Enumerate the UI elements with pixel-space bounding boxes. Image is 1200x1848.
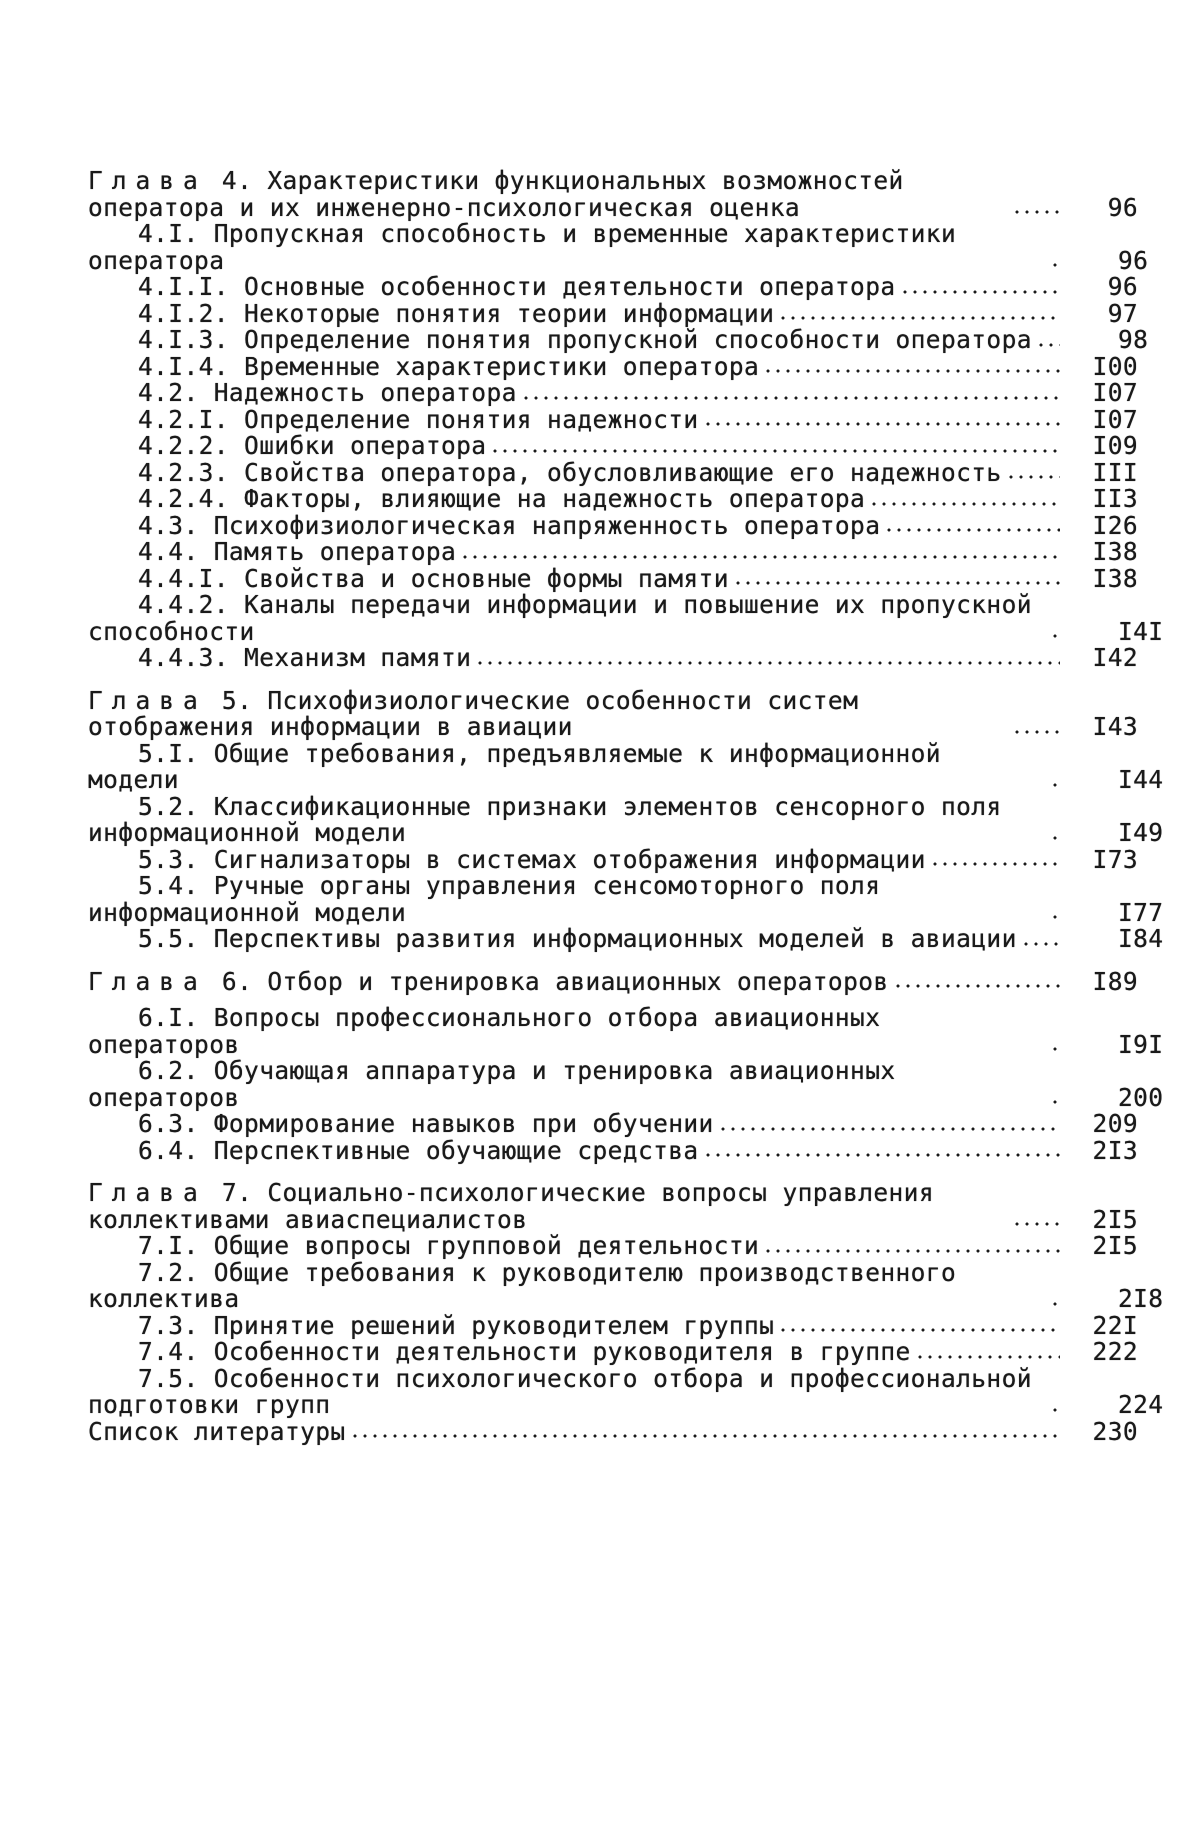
toc-entry[interactable] xyxy=(88,1257,1164,1313)
toc-entry[interactable] xyxy=(88,563,1138,593)
dot-leader xyxy=(521,395,1060,401)
dot-leader xyxy=(1012,1221,1060,1227)
page-number: I49 xyxy=(1118,818,1164,847)
chapter-label: Глава xyxy=(88,1178,207,1207)
dot-leader xyxy=(1050,782,1060,788)
entry-title: 4.2.4. Факторы, влияющие на надежность оператора xyxy=(138,484,866,513)
page-number: 2I5 xyxy=(1092,1231,1138,1260)
chapter-5-section xyxy=(88,685,1164,953)
dot-leader xyxy=(763,368,1060,374)
toc-entry[interactable] xyxy=(88,791,1164,847)
dot-leader xyxy=(778,315,1060,321)
toc-entry[interactable] xyxy=(88,1056,1164,1112)
toc-entry[interactable] xyxy=(88,1310,1138,1340)
entry-title: 5.2. Классификационные признаки элементов сенсорного поля информационной модели xyxy=(88,791,1002,847)
dot-leader xyxy=(869,501,1060,507)
dot-leader xyxy=(884,527,1060,533)
page-number: 98 xyxy=(1118,325,1149,354)
chapter-heading[interactable] xyxy=(88,685,1138,741)
chapter-4-section xyxy=(88,166,1164,672)
page-number: II3 xyxy=(1092,484,1138,513)
entry-title: 4.I.3. Определение понятия пропускной способности оператора xyxy=(138,325,1032,354)
chapter-heading[interactable] xyxy=(88,966,1138,996)
dot-leader xyxy=(475,660,1060,666)
chapter-label: Глава xyxy=(88,166,207,195)
page-number: I4I xyxy=(1118,616,1164,646)
chapter-title: 6. Отбор и тренировка авиационных операторов xyxy=(221,966,889,996)
dot-leader xyxy=(778,1327,1060,1333)
page-number: 209 xyxy=(1092,1109,1138,1138)
dot-leader xyxy=(1050,1046,1060,1052)
page-number: 96 xyxy=(1107,272,1138,301)
page-number: I26 xyxy=(1092,510,1138,540)
dot-leader xyxy=(1050,633,1060,639)
toc-entry[interactable] xyxy=(88,486,1138,513)
chapter-7-section xyxy=(88,1178,1164,1446)
toc-entry[interactable] xyxy=(88,924,1164,953)
entry-title: 4.3. Психофизиологическая напряженность оператора xyxy=(138,510,881,540)
page-number: 96 xyxy=(1118,245,1149,275)
entry-title: 4.4.I. Свойства и основные формы памяти xyxy=(138,563,729,593)
toc-entry[interactable] xyxy=(88,325,1149,354)
entry-title: 4.4.2. Каналы передачи информации и повышение их пропускной способности xyxy=(88,590,1032,646)
page-number: 97 xyxy=(1107,298,1138,328)
entry-title: 4.2.2. Ошибки оператора xyxy=(138,431,487,460)
page-number: I42 xyxy=(1092,643,1138,672)
bibliography-entry[interactable] xyxy=(88,1416,1138,1446)
chapter-title: 7. Социально-психологические вопросы управления коллективами авиаспециалистов xyxy=(88,1178,934,1234)
dot-leader xyxy=(1050,914,1060,920)
dot-leader xyxy=(1012,729,1060,735)
entry-title: 7.4. Особенности деятельности руководителя в группе xyxy=(138,1337,911,1366)
dot-leader xyxy=(350,1433,1060,1439)
toc-entry[interactable] xyxy=(88,844,1138,874)
toc-entry[interactable] xyxy=(88,219,1149,275)
page-number: 2I5 xyxy=(1092,1204,1138,1234)
dot-leader xyxy=(1050,835,1060,841)
page-number: I43 xyxy=(1092,712,1138,741)
dot-leader xyxy=(1006,474,1060,480)
page-number: 2I3 xyxy=(1092,1135,1138,1165)
toc-entry[interactable] xyxy=(88,380,1138,407)
page-number: I07 xyxy=(1092,378,1138,407)
entry-title: 4.2. Надежность оператора xyxy=(138,378,517,407)
toc-entry[interactable] xyxy=(88,645,1138,672)
toc-entry[interactable] xyxy=(88,1003,1164,1059)
dot-leader xyxy=(1021,941,1060,947)
toc-entry[interactable] xyxy=(88,871,1164,927)
entry-title: 5.5. Перспективы развития информационных моделей в авиации xyxy=(138,924,1017,953)
entry-title: 7.2. Общие требования к руководителю производственного коллектива xyxy=(88,1257,957,1313)
dot-leader xyxy=(718,1126,1060,1132)
chapter-heading[interactable] xyxy=(88,1180,1138,1233)
toc-entry[interactable] xyxy=(88,1111,1138,1138)
entry-title: 5.I. Общие требования, предъявляемые к информационной модели xyxy=(88,738,941,794)
page-number: I07 xyxy=(1092,404,1138,434)
page-number: III xyxy=(1092,457,1138,487)
chapter-label: Глава xyxy=(88,966,207,996)
chapter-title: 4. Характеристики функциональных возможностей оператора и их инженерно-психологическая оценка xyxy=(88,166,904,222)
page-number: 22I xyxy=(1092,1310,1138,1340)
page-number: I09 xyxy=(1092,431,1138,460)
entry-title: 4.4.3. Механизм памяти xyxy=(138,643,472,672)
page-number: I00 xyxy=(1092,351,1138,381)
entry-title: 6.4. Перспективные обучающие средства xyxy=(138,1135,699,1165)
dot-leader xyxy=(915,1354,1060,1360)
entry-title: 6.2. Обучающая аппаратура и тренировка авиационных операторов xyxy=(88,1056,896,1112)
table-of-contents xyxy=(88,166,1164,1446)
page-number: I44 xyxy=(1118,765,1164,794)
entry-title: 4.2.I. Определение понятия надежности xyxy=(138,404,699,434)
entry-title: 4.I.2. Некоторые понятия теории информации xyxy=(138,298,775,328)
page-number: I38 xyxy=(1092,537,1138,566)
dot-leader xyxy=(930,861,1060,867)
entry-title: 5.3. Сигнализаторы в системах отображения информации xyxy=(138,844,926,874)
entry-title: 4.2.3. Свойства оператора, обусловливающие его надежность xyxy=(138,457,1002,487)
toc-entry[interactable] xyxy=(88,1339,1138,1366)
entry-title: 4.I. Пропускная способность и временные характеристики оператора xyxy=(88,219,957,275)
dot-leader xyxy=(1050,1099,1060,1105)
dot-leader xyxy=(703,421,1060,427)
toc-entry[interactable] xyxy=(88,274,1138,301)
entry-title: 4.4. Память оператора xyxy=(138,537,457,566)
toc-entry[interactable] xyxy=(88,590,1164,646)
dot-leader xyxy=(1036,342,1060,348)
chapter-heading[interactable] xyxy=(88,168,1138,221)
page-number: I84 xyxy=(1118,924,1164,953)
dot-leader xyxy=(490,448,1060,454)
chapter-title: 5. Психофизиологические особенности систем отображения информации в авиации xyxy=(88,685,859,741)
entry-title: 6.I. Вопросы профессионального отбора авиационных операторов xyxy=(88,1003,881,1059)
page-number: I77 xyxy=(1118,897,1164,927)
page-number: 224 xyxy=(1118,1390,1164,1419)
entry-title: 5.4. Ручные органы управления сенсомоторного поля информационной модели xyxy=(88,871,881,927)
dot-leader xyxy=(733,580,1060,586)
page-number: 2I8 xyxy=(1118,1284,1164,1313)
toc-entry[interactable] xyxy=(88,351,1138,381)
dot-leader xyxy=(900,289,1060,295)
entry-title: 6.3. Формирование навыков при обучении xyxy=(138,1109,714,1138)
dot-leader xyxy=(763,1248,1060,1254)
toc-entry[interactable] xyxy=(88,1363,1164,1419)
toc-entry[interactable] xyxy=(88,1135,1138,1165)
entry-title: 4.I.4. Временные характеристики оператора xyxy=(138,351,760,381)
dot-leader xyxy=(893,983,1060,989)
entry-title: 7.5. Особенности психологического отбора и профессиональной подготовки групп xyxy=(88,1363,1032,1419)
page-number: I38 xyxy=(1092,563,1138,593)
toc-entry[interactable] xyxy=(88,433,1138,460)
toc-entry[interactable] xyxy=(88,1233,1138,1260)
toc-entry[interactable] xyxy=(88,404,1138,434)
entry-title: 4.I.I. Основные особенности деятельности оператора xyxy=(138,272,896,301)
chapter-label: Глава xyxy=(88,685,207,715)
toc-entry[interactable] xyxy=(88,539,1138,566)
page-number: 200 xyxy=(1118,1082,1164,1112)
page-number: 96 xyxy=(1107,192,1138,222)
entry-title: 7.3. Принятие решений руководителем группы xyxy=(138,1310,775,1340)
dot-leader xyxy=(1050,1301,1060,1307)
toc-entry[interactable] xyxy=(88,738,1164,794)
chapter-6-section xyxy=(88,966,1164,1165)
page-number: I89 xyxy=(1092,966,1138,996)
entry-title: Список литературы xyxy=(88,1416,346,1446)
page-number: I73 xyxy=(1092,844,1138,874)
dot-leader xyxy=(460,554,1060,560)
page-number: 230 xyxy=(1092,1416,1138,1446)
toc-entry[interactable] xyxy=(88,298,1138,328)
entry-title: 7.I. Общие вопросы групповой деятельности xyxy=(138,1231,760,1260)
toc-entry[interactable] xyxy=(88,510,1138,540)
page-number: I9I xyxy=(1118,1029,1164,1059)
toc-entry[interactable] xyxy=(88,457,1138,487)
page-number: 222 xyxy=(1092,1337,1138,1366)
dot-leader xyxy=(703,1152,1060,1158)
dot-leader xyxy=(1050,262,1060,268)
dot-leader xyxy=(1050,1407,1060,1413)
dot-leader xyxy=(1012,209,1060,215)
